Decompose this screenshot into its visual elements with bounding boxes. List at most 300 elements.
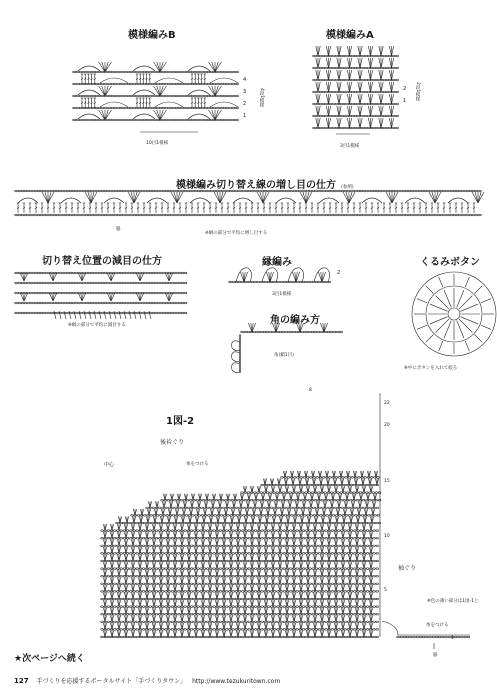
chain-stitch — [107, 621, 110, 623]
chain-stitch — [226, 119, 229, 121]
chain-stitch — [193, 522, 196, 524]
chain-stitch — [114, 575, 117, 577]
chain-stitch — [354, 127, 357, 129]
chain-stitch — [242, 629, 245, 631]
chain-stitch — [40, 292, 43, 294]
fan-stitch — [478, 192, 481, 203]
fan-stitch — [318, 58, 320, 68]
chain-stitch — [444, 190, 447, 192]
chain-stitch — [235, 537, 238, 539]
chain-stitch — [134, 119, 137, 121]
chain-stitch — [312, 598, 315, 600]
chain-stitch — [28, 312, 31, 314]
chain-stitch — [376, 629, 379, 631]
chain-stitch — [325, 214, 328, 216]
chain-stitch — [319, 214, 322, 216]
chain-stitch — [73, 83, 76, 85]
chain-stitch — [191, 83, 194, 85]
chain-stitch — [206, 560, 209, 562]
chain-stitch — [155, 553, 158, 555]
chain-stitch — [152, 272, 155, 274]
chain-stitch — [86, 119, 89, 121]
chain-stitch — [377, 67, 380, 69]
chain-stitch — [313, 127, 316, 129]
chain-stitch — [374, 127, 377, 129]
chain-stitch — [200, 621, 203, 623]
chain-stitch — [120, 568, 123, 570]
chain-stitch — [266, 331, 269, 333]
chain-stitch — [331, 568, 334, 570]
chain-stitch — [162, 591, 165, 593]
chain-stitch — [210, 190, 213, 192]
chain-stitch — [344, 537, 347, 539]
chain-stitch — [274, 598, 277, 600]
chain-stitch — [345, 67, 348, 69]
chain-stitch — [270, 613, 273, 615]
chain-stitch — [21, 272, 24, 274]
chain-stitch — [184, 312, 187, 314]
chain-stitch — [370, 214, 373, 216]
chain-stitch — [309, 598, 312, 600]
chain-stitch — [453, 190, 456, 192]
chain-stitch — [373, 537, 376, 539]
chain-stitch — [248, 613, 251, 615]
chain-stitch — [361, 55, 364, 57]
chain-stitch — [188, 71, 191, 73]
chain-stitch — [335, 55, 338, 57]
chain-stitch — [114, 302, 117, 304]
chain-stitch — [178, 591, 181, 593]
chain-stitch — [79, 282, 82, 284]
fan-stitch — [392, 82, 394, 92]
chain-arc — [78, 114, 100, 119]
fan-stitch — [360, 82, 362, 92]
chain-stitch — [335, 67, 338, 69]
chain-stitch — [159, 272, 162, 274]
chain-stitch — [159, 302, 162, 304]
chain-stitch — [232, 560, 235, 562]
chain-stitch — [338, 598, 341, 600]
chain-stitch — [118, 71, 121, 73]
corner-shell — [232, 363, 240, 373]
chain-stitch — [136, 553, 139, 555]
chain-stitch — [130, 71, 133, 73]
chain-stitch — [85, 282, 88, 284]
chain-stitch — [396, 67, 399, 69]
chain-stitch — [216, 190, 219, 192]
chain-stitch — [120, 583, 123, 585]
fan-stitch — [326, 118, 328, 128]
chain-stitch — [347, 530, 350, 532]
chain-stitch — [101, 629, 104, 631]
chain-stitch — [178, 553, 181, 555]
chain-stitch — [198, 107, 201, 109]
chain-stitch — [376, 598, 379, 600]
chain-stitch — [344, 583, 347, 585]
chain-arc — [448, 198, 468, 203]
chain-stitch — [181, 312, 184, 314]
fan-stitch — [160, 86, 163, 96]
chain-stitch — [360, 583, 363, 585]
chain-stitch — [232, 214, 235, 216]
fan-stitch — [306, 192, 312, 203]
chain-stitch — [142, 537, 145, 539]
chain-stitch — [184, 575, 187, 577]
fan-stitch — [472, 192, 478, 203]
chain-stitch — [354, 591, 357, 593]
chain-stitch — [150, 119, 153, 121]
chain-stitch — [274, 537, 277, 539]
chain-stitch — [136, 575, 139, 577]
chain-stitch — [172, 214, 175, 216]
pattern-b-row-2: 2 — [243, 101, 247, 107]
chain-stitch — [242, 553, 245, 555]
chain-stitch — [302, 583, 305, 585]
fan-stitch — [102, 86, 105, 96]
chain-stitch — [155, 537, 158, 539]
chain-stitch — [345, 127, 348, 129]
chain-stitch — [114, 591, 117, 593]
chain-stitch — [178, 621, 181, 623]
chain-stitch — [428, 190, 431, 192]
chain-stitch — [373, 560, 376, 562]
pattern-a-width-label: 3目1模様 — [340, 144, 360, 149]
chain-stitch — [120, 629, 123, 631]
chain-stitch — [197, 575, 200, 577]
chain-stitch — [318, 281, 321, 283]
chain-stitch — [198, 83, 201, 85]
fan-stitch — [339, 106, 341, 116]
chain-stitch — [69, 292, 72, 294]
chain-stitch — [264, 281, 267, 283]
chain-stitch — [270, 537, 273, 539]
chain-stitch — [95, 95, 98, 97]
chain-stitch — [130, 272, 133, 274]
chain-stitch — [274, 583, 277, 585]
chain-stitch — [450, 214, 453, 216]
chain-stitch — [95, 83, 98, 85]
chain-stitch — [376, 636, 379, 638]
chain-stitch — [152, 214, 155, 216]
chain-stitch — [107, 568, 110, 570]
chain-stitch — [142, 591, 145, 593]
fan-stitch — [478, 192, 484, 203]
chain-stitch — [292, 331, 295, 333]
chain-stitch — [159, 282, 162, 284]
chain-stitch — [127, 302, 130, 304]
chain-stitch — [344, 613, 347, 615]
chain-stitch — [351, 127, 354, 129]
chain-stitch — [347, 613, 350, 615]
chain-stitch — [344, 575, 347, 577]
chain-stitch — [329, 79, 332, 81]
chain-stitch — [366, 530, 369, 532]
chain-arc — [233, 198, 253, 203]
chain-stitch — [373, 568, 376, 570]
chain-stitch — [120, 302, 123, 304]
chain-stitch — [73, 95, 76, 97]
chain-stitch — [107, 591, 110, 593]
chain-stitch — [56, 190, 59, 192]
chain-stitch — [50, 214, 53, 216]
chain-stitch — [127, 272, 130, 274]
chain-stitch — [289, 331, 292, 333]
fan-stitch — [371, 46, 373, 56]
chain-stitch — [302, 613, 305, 615]
chain-stitch — [124, 83, 127, 85]
chain-stitch — [126, 598, 129, 600]
chain-stitch — [376, 591, 379, 593]
fan-stitch — [339, 70, 341, 80]
chain-stitch — [190, 568, 193, 570]
chain-stitch — [108, 282, 111, 284]
button-center — [448, 308, 460, 320]
chain-stitch — [233, 71, 236, 73]
chain-stitch — [124, 107, 127, 109]
chain-stitch — [335, 103, 338, 105]
chain-stitch — [124, 292, 127, 294]
chain-stitch — [248, 621, 251, 623]
chain-stitch — [85, 302, 88, 304]
chain-stitch — [274, 591, 277, 593]
chain-stitch — [146, 282, 149, 284]
chain-stitch — [120, 591, 123, 593]
chain-stitch — [344, 214, 347, 216]
chain-stitch — [123, 568, 126, 570]
chain-stitch — [318, 629, 321, 631]
chain-stitch — [331, 530, 334, 532]
chain-stitch — [456, 214, 459, 216]
chain-stitch — [303, 214, 306, 216]
chain-stitch — [156, 302, 159, 304]
chain-stitch — [136, 583, 139, 585]
chain-stitch — [165, 575, 168, 577]
chain-stitch — [309, 606, 312, 608]
chain-stitch — [290, 545, 293, 547]
chain-stitch — [120, 272, 123, 274]
chain-stitch — [230, 83, 233, 85]
chain-stitch — [184, 545, 187, 547]
chain-stitch — [302, 281, 305, 283]
chain-stitch — [188, 107, 191, 109]
chain-stitch — [331, 537, 334, 539]
chain-stitch — [226, 214, 229, 216]
chain-stitch — [136, 530, 139, 532]
chain-arc — [100, 78, 128, 83]
chain-stitch — [342, 127, 345, 129]
chain-stitch — [226, 606, 229, 608]
chain-stitch — [117, 190, 120, 192]
chain-stitch — [469, 190, 472, 192]
chain-stitch — [136, 537, 139, 539]
chain-stitch — [383, 67, 386, 69]
chain-stitch — [354, 79, 357, 81]
chain-stitch — [47, 282, 50, 284]
chain-stitch — [178, 272, 181, 274]
chain-stitch — [376, 583, 379, 585]
chain-stitch — [197, 530, 200, 532]
chain-stitch — [274, 606, 277, 608]
chain-stitch — [101, 292, 104, 294]
chain-stitch — [337, 331, 340, 333]
chain-stitch — [133, 292, 136, 294]
chain-stitch — [267, 598, 270, 600]
chain-stitch — [133, 214, 136, 216]
chain-stitch — [325, 545, 328, 547]
chain-stitch — [107, 537, 110, 539]
chain-stitch — [383, 79, 386, 81]
fan-stitch — [318, 94, 320, 104]
chain-stitch — [313, 79, 316, 81]
fan-stitch — [326, 70, 328, 80]
chain-stitch — [312, 583, 315, 585]
chain-stitch — [201, 119, 204, 121]
chain-stitch — [149, 553, 152, 555]
chain-stitch — [389, 214, 392, 216]
chain-stitch — [114, 95, 117, 97]
chain-stitch — [203, 560, 206, 562]
fan-stitch — [371, 106, 373, 116]
chain-stitch — [156, 312, 159, 314]
chain-stitch — [389, 190, 392, 192]
chain-stitch — [181, 214, 184, 216]
chain-stitch — [198, 119, 201, 121]
chain-stitch — [126, 545, 129, 547]
chain-stitch — [283, 621, 286, 623]
chain-stitch — [277, 545, 280, 547]
chain-stitch — [319, 103, 322, 105]
chain-stitch — [137, 71, 140, 73]
chain-stitch — [223, 107, 226, 109]
chain-stitch — [159, 214, 162, 216]
chain-stitch — [252, 214, 255, 216]
fan-stitch — [392, 46, 394, 56]
chain-stitch — [171, 591, 174, 593]
chain-stitch — [121, 107, 124, 109]
chain-stitch — [223, 95, 226, 97]
fan-stitch — [358, 82, 360, 92]
fan-stitch — [379, 46, 381, 56]
chain-stitch — [290, 281, 293, 283]
chain-stitch — [312, 537, 315, 539]
chain-stitch — [140, 282, 143, 284]
chain-stitch — [126, 613, 129, 615]
chain-stitch — [158, 537, 161, 539]
chain-stitch — [290, 613, 293, 615]
chain-stitch — [274, 190, 277, 192]
chain-stitch — [172, 83, 175, 85]
chain-stitch — [309, 575, 312, 577]
fan-stitch — [42, 192, 48, 203]
chain-stitch — [248, 530, 251, 532]
chain-stitch — [290, 583, 293, 585]
edging-row: 2 — [337, 270, 341, 276]
chain-stitch — [152, 282, 155, 284]
chain-stitch — [350, 636, 353, 638]
chain-stitch — [124, 272, 127, 274]
chain-stitch — [233, 95, 236, 97]
chain-stitch — [290, 214, 293, 216]
chain-stitch — [203, 545, 206, 547]
chain-stitch — [270, 629, 273, 631]
chain-stitch — [172, 95, 175, 97]
chain-stitch — [149, 214, 152, 216]
chain-stitch — [171, 553, 174, 555]
chain-stitch — [313, 115, 316, 117]
chain-stitch — [197, 606, 200, 608]
chain-stitch — [214, 83, 217, 85]
chain-stitch — [302, 537, 305, 539]
chain-stitch — [44, 272, 47, 274]
chain-stitch — [325, 553, 328, 555]
chain-stitch — [165, 583, 168, 585]
chain-stitch — [232, 530, 235, 532]
chain-stitch — [230, 107, 233, 109]
chain-stitch — [200, 545, 203, 547]
chain-stitch — [290, 636, 293, 638]
chain-stitch — [118, 95, 121, 97]
chain-stitch — [325, 636, 328, 638]
chain-stitch — [245, 214, 248, 216]
fan-stitch — [435, 192, 438, 203]
chain-stitch — [239, 190, 242, 192]
chain-stitch — [173, 522, 176, 524]
chain-stitch — [344, 591, 347, 593]
chain-stitch — [219, 560, 222, 562]
chain-stitch — [267, 636, 270, 638]
chain-stitch — [347, 583, 350, 585]
chain-stitch — [175, 71, 178, 73]
chain-stitch — [24, 214, 27, 216]
chain-stitch — [360, 214, 363, 216]
chain-stitch — [63, 282, 66, 284]
chain-stitch — [156, 107, 159, 109]
chain-stitch — [361, 127, 364, 129]
chain-stitch — [40, 214, 43, 216]
chain-stitch — [200, 568, 203, 570]
chain-stitch — [364, 214, 367, 216]
chain-stitch — [142, 636, 145, 638]
chain-stitch — [123, 553, 126, 555]
chain-stitch — [69, 282, 72, 284]
chain-stitch — [204, 95, 207, 97]
chain-stitch — [315, 598, 318, 600]
chain-stitch — [296, 636, 299, 638]
chain-stitch — [171, 629, 174, 631]
chain-stitch — [331, 629, 334, 631]
chain-stitch — [158, 530, 161, 532]
chain-stitch — [300, 214, 303, 216]
chain-stitch — [207, 190, 210, 192]
chain-stitch — [296, 629, 299, 631]
chain-stitch — [327, 331, 330, 333]
chain-stitch — [114, 107, 117, 109]
chain-stitch — [326, 127, 329, 129]
chain-stitch — [79, 119, 82, 121]
chain-stitch — [263, 331, 266, 333]
chain-stitch — [350, 621, 353, 623]
chain-stitch — [130, 560, 133, 562]
chain-stitch — [238, 591, 241, 593]
chain-stitch — [137, 95, 140, 97]
chain-stitch — [311, 331, 314, 333]
chain-stitch — [92, 95, 95, 97]
chain-stitch — [60, 214, 63, 216]
chain-stitch — [345, 103, 348, 105]
chain-stitch — [383, 91, 386, 93]
fan-stitch — [88, 192, 91, 203]
chain-stitch — [241, 522, 244, 524]
